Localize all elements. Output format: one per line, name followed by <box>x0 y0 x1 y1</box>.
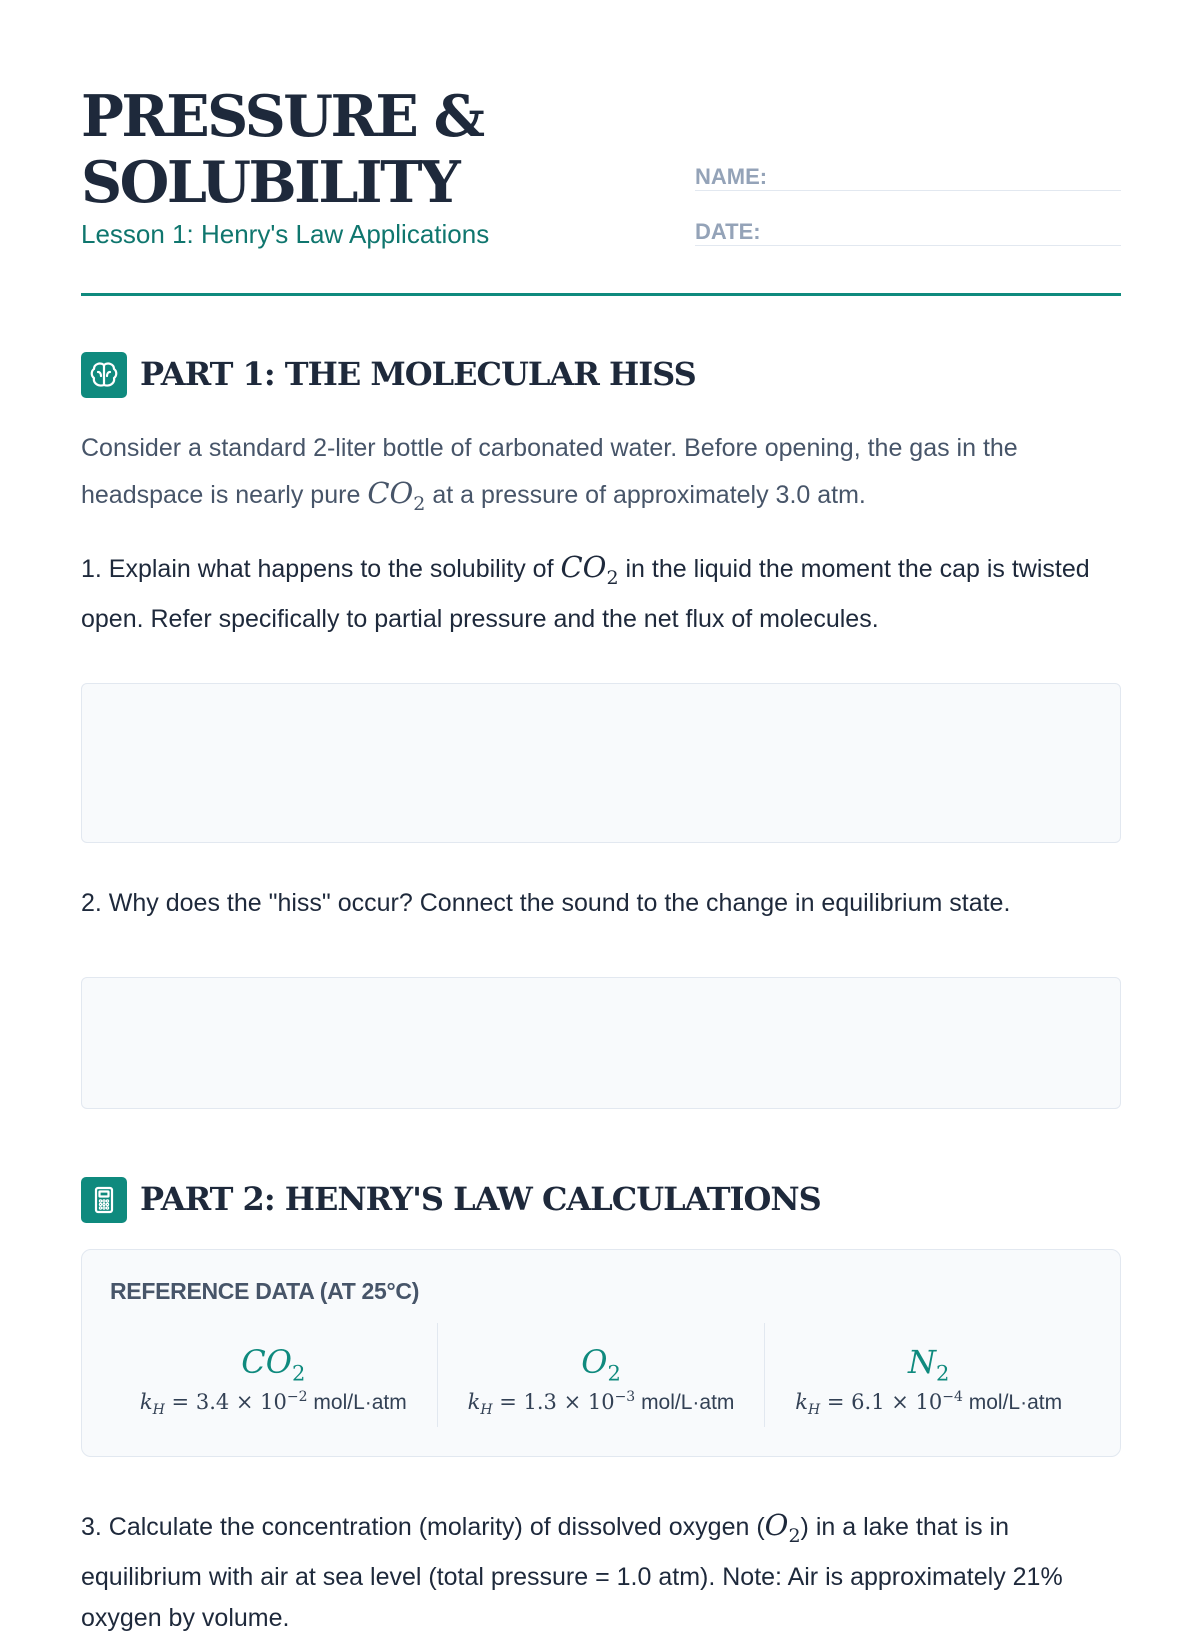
q3-text-end: ) in a lake that is in equilibrium with air at sea level (total pressure = 1.0 atm). Note: Air is approximately 21% oxygen by volume. <box>81 1513 1063 1632</box>
date-label: DATE: <box>695 219 761 244</box>
k-unit: mol/L·atm <box>641 1391 735 1414</box>
o2-subscript: 2 <box>788 1524 801 1547</box>
co2-subscript: 2 <box>606 566 619 589</box>
equals-sign: = <box>492 1390 524 1414</box>
o2-base: O <box>764 1508 789 1542</box>
k-symbol <box>795 1390 821 1419</box>
page-title <box>81 84 483 216</box>
title-line-2: SOLUBILITY <box>81 149 459 216</box>
question-3 <box>81 1505 1121 1639</box>
name-field[interactable] <box>695 160 1121 191</box>
species-co2 <box>110 1343 437 1386</box>
times-ten: × 10 <box>884 1390 943 1414</box>
o2-formula <box>764 1508 801 1547</box>
part1-intro <box>81 426 1121 527</box>
equals-sign: = <box>164 1390 196 1414</box>
co2-base: CO <box>367 476 414 510</box>
k-value: 6.1 <box>851 1390 885 1414</box>
times-ten: × 10 <box>556 1390 615 1414</box>
times-ten: × 10 <box>229 1390 287 1414</box>
reference-columns <box>110 1323 1092 1427</box>
henry-constant-o2 <box>438 1389 765 1418</box>
reference-o2 <box>438 1323 766 1427</box>
q1-text-start: 1. Explain what happens to the solubility of <box>81 555 554 583</box>
reference-title: REFERENCE DATA (AT 25°C) <box>110 1278 420 1304</box>
brain-icon <box>81 352 127 398</box>
k-letter: k <box>795 1390 808 1414</box>
reference-co2 <box>110 1323 438 1427</box>
intro-text-start: Consider a standard 2-liter bottle of carbonated water. Before opening, the gas in the headspace is nearly pure <box>81 434 1018 509</box>
calculator-icon <box>81 1177 127 1223</box>
reference-data-box <box>81 1249 1121 1457</box>
k-formula <box>139 1389 308 1419</box>
k-symbol <box>467 1390 493 1419</box>
henry-constant-n2 <box>765 1389 1092 1418</box>
q1-text-end: in the liquid the moment the cap is twisted open. Refer specifically to partial pressure and the net flux of molecules. <box>81 555 1090 633</box>
k-subscript: H <box>480 1402 493 1419</box>
answer-box-2[interactable] <box>81 977 1121 1109</box>
k-formula <box>467 1389 636 1419</box>
k-unit: mol/L·atm <box>968 1391 1063 1414</box>
name-label: NAME: <box>695 164 768 189</box>
species-subscript: 2 <box>292 1361 306 1386</box>
k-exponent: −2 <box>286 1389 308 1405</box>
k-letter: k <box>467 1390 481 1414</box>
q3-text-start: 3. Calculate the concentration (molarity) of dissolved oxygen ( <box>81 1513 765 1541</box>
equals-sign: = <box>820 1390 852 1414</box>
henry-constant-co2 <box>110 1389 437 1418</box>
date-field[interactable] <box>695 215 1121 246</box>
k-value: 3.4 <box>195 1390 230 1414</box>
species-base: O <box>581 1343 608 1381</box>
k-exponent: −3 <box>614 1389 636 1405</box>
k-formula <box>795 1389 963 1419</box>
k-unit: mol/L·atm <box>313 1391 407 1414</box>
co2-base: CO <box>560 550 607 584</box>
question-1 <box>81 547 1121 640</box>
co2-formula <box>560 550 619 589</box>
k-symbol <box>139 1390 165 1419</box>
k-subscript: H <box>808 1402 821 1419</box>
species-subscript: 2 <box>935 1361 950 1386</box>
k-letter: k <box>139 1390 153 1414</box>
co2-formula <box>367 476 426 515</box>
species-subscript: 2 <box>607 1361 621 1386</box>
title-line-1: PRESSURE & <box>81 83 483 150</box>
species-base: CO <box>241 1343 292 1381</box>
lesson-subtitle: Lesson 1: Henry's Law Applications <box>81 219 490 249</box>
co2-subscript: 2 <box>413 492 426 515</box>
part1-heading: PART 1: THE MOLECULAR HISS <box>140 355 696 393</box>
species-n2 <box>765 1343 1092 1386</box>
header-divider <box>81 293 1121 296</box>
intro-text-end: at a pressure of approximately 3.0 atm. <box>432 481 866 509</box>
part2-heading: PART 2: HENRY'S LAW CALCULATIONS <box>140 1180 821 1218</box>
species-base: N <box>907 1343 936 1381</box>
question-2: 2. Why does the "hiss" occur? Connect the sound to the change in equilibrium state. <box>81 889 1011 917</box>
reference-n2 <box>765 1323 1092 1427</box>
k-subscript: H <box>152 1402 165 1419</box>
species-o2 <box>438 1343 765 1386</box>
k-value: 1.3 <box>523 1390 557 1414</box>
answer-box-1[interactable] <box>81 683 1121 843</box>
k-exponent: −4 <box>942 1389 963 1405</box>
